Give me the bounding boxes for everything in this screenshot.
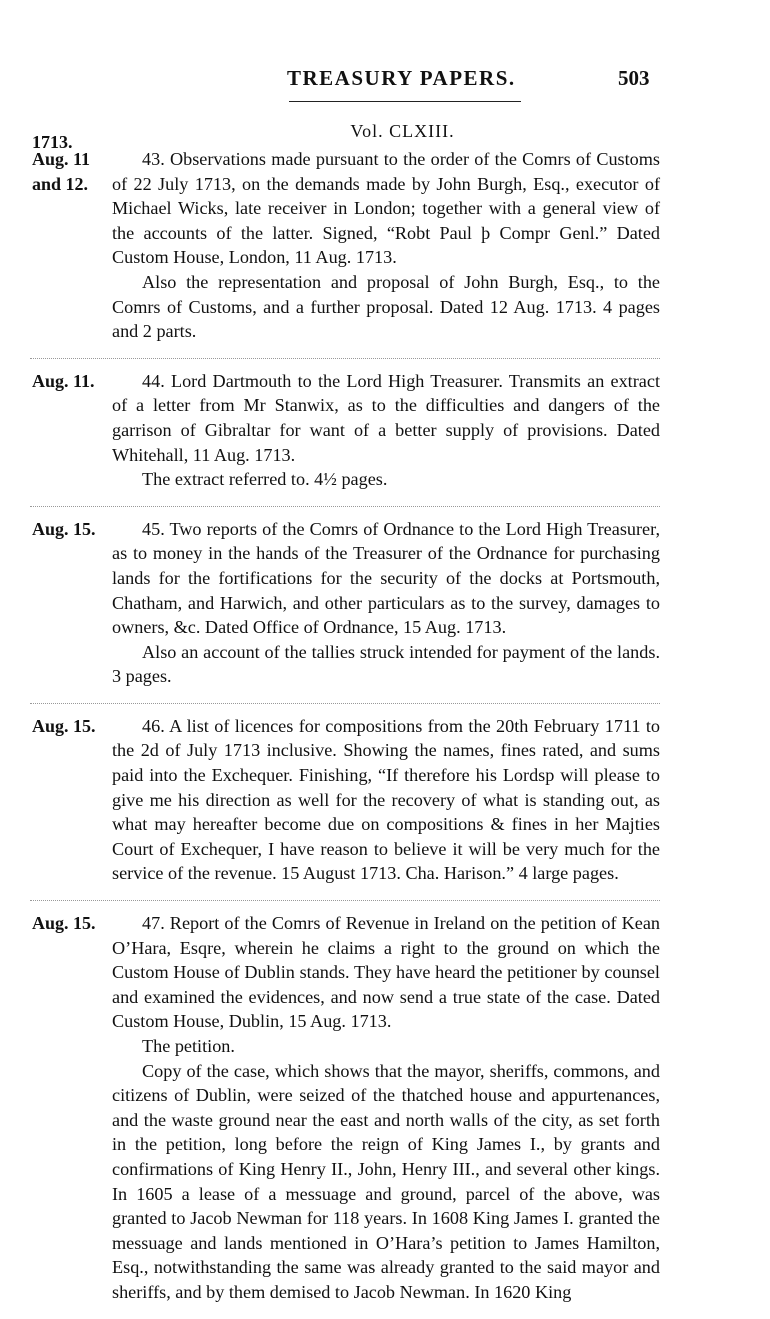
entry-paragraph: Also an account of the tallies struck intended for payment of the lands. 3 pages. — [112, 641, 660, 687]
entry-date-text: Aug. 15. — [32, 715, 96, 736]
entry-divider — [30, 506, 660, 507]
entry-paragraph: 47. Report of the Comrs of Revenue in Ireland on the petition of Kean O’Hara, Esqre, wherein he claims a right to the ground on which the Custom House of Dublin stands. They have heard the petitioner by counsel and examined the evidences, and now send a true state of the case. Dated Custom House, Dublin, 15 Aug. 1713. — [112, 913, 660, 1032]
entry-paragraph: 46. A list of licences for compositions from the 20th February 1711 to the 2d of July 1713 inclusive. Showing the names, fines rated, and sums paid into the Exchequer. Finishing, “If therefore his Lordsp will please to give me his direction as well for the recovery of what is standing out, as what may hereafter become due on compositions & fines in her Majties Court of Exchequer, I have reason to believe it will be very much for the service of the revenue. 15 August 1713. Cha. Harison.” 4 large pages. — [112, 715, 660, 884]
running-header — [0, 64, 770, 94]
page-number: 503 — [618, 66, 650, 90]
entry-divider — [30, 900, 660, 901]
entry-date-text: Aug. 11 and 12. — [32, 149, 91, 194]
entry-year: 1713. — [32, 132, 73, 152]
entry-46 — [30, 714, 660, 886]
entry-44 — [30, 369, 660, 492]
volume-heading: Vol. CLXIII. — [350, 121, 455, 141]
entry-date-text: Aug. 15. — [32, 913, 96, 934]
entry-divider — [30, 703, 660, 704]
header-rule — [289, 101, 521, 102]
running-title: TREASURY PAPERS. — [287, 66, 516, 90]
entry-43 — [30, 132, 660, 344]
entry-paragraph: 45. Two reports of the Comrs of Ordnance to the Lord High Treasurer, as to money in the hands of the Treasurer of the Ordnance for purchasing lands for the fortifications for the security of the docks at Portsmouth, Chatham, and Harwich, and other particulars as to the survey, damages to owners, &c. Dated Office of Ordnance, 15 Aug. 1713. — [112, 518, 660, 638]
entry-paragraph: Copy of the case, which shows that the mayor, sheriffs, commons, and citizens of Dublin, were seized of the thatched house and appurtenances, and the waste ground near the east and north walls of the city, as set forth in the petition, long before the reign of King James I., by grants and confirmations of King Henry II., John, Henry III., and several other kings. In 1605 a lease of a messuage and ground, parcel of the above, was granted to Jacob Newman for 118 years. In 1608 King James I. granted the messuage and lands mentioned in O’Hara’s petition to James Hamilton, Esq., notwithstanding the same was already granted to the said mayor and sheriffs, and by them demised to Jacob Newman. In 1620 King — [112, 1060, 660, 1302]
entry-divider — [30, 358, 660, 359]
entry-paragraph: 44. Lord Dartmouth to the Lord High Treasurer. Transmits an extract of a letter from Mr Stanwix, as to the difficulties and dangers of the garrison of Gibraltar for want of a better supply of provisions. Dated Whitehall, 11 Aug. 1713. — [112, 370, 660, 465]
entry-paragraph: The extract referred to. 4½ pages. — [142, 469, 388, 490]
entry-paragraph: 43. Observations made pursuant to the order of the Comrs of Customs of 22 July 1713, on the demands made by John Burgh, Esq., executor of Michael Wicks, late receiver in London; together with a general view of the accounts of the latter. Signed, “Robt Paul þ Compr Genl.” Dated Custom House, London, 11 Aug. 1713. — [112, 149, 660, 268]
entries-body — [30, 132, 660, 1319]
entry-45 — [30, 517, 660, 689]
entry-date — [32, 132, 110, 196]
entry-date-text: Aug. 15. — [32, 518, 96, 539]
entry-47 — [30, 911, 660, 1305]
entry-paragraph: The petition. — [142, 1036, 235, 1056]
entry-paragraph: Also the representation and proposal of John Burgh, Esq., to the Comrs of Customs, and a further proposal. Dated 12 Aug. 1713. 4 pages and 2 parts. — [112, 271, 660, 342]
entry-date-text: Aug. 11. — [32, 370, 95, 391]
